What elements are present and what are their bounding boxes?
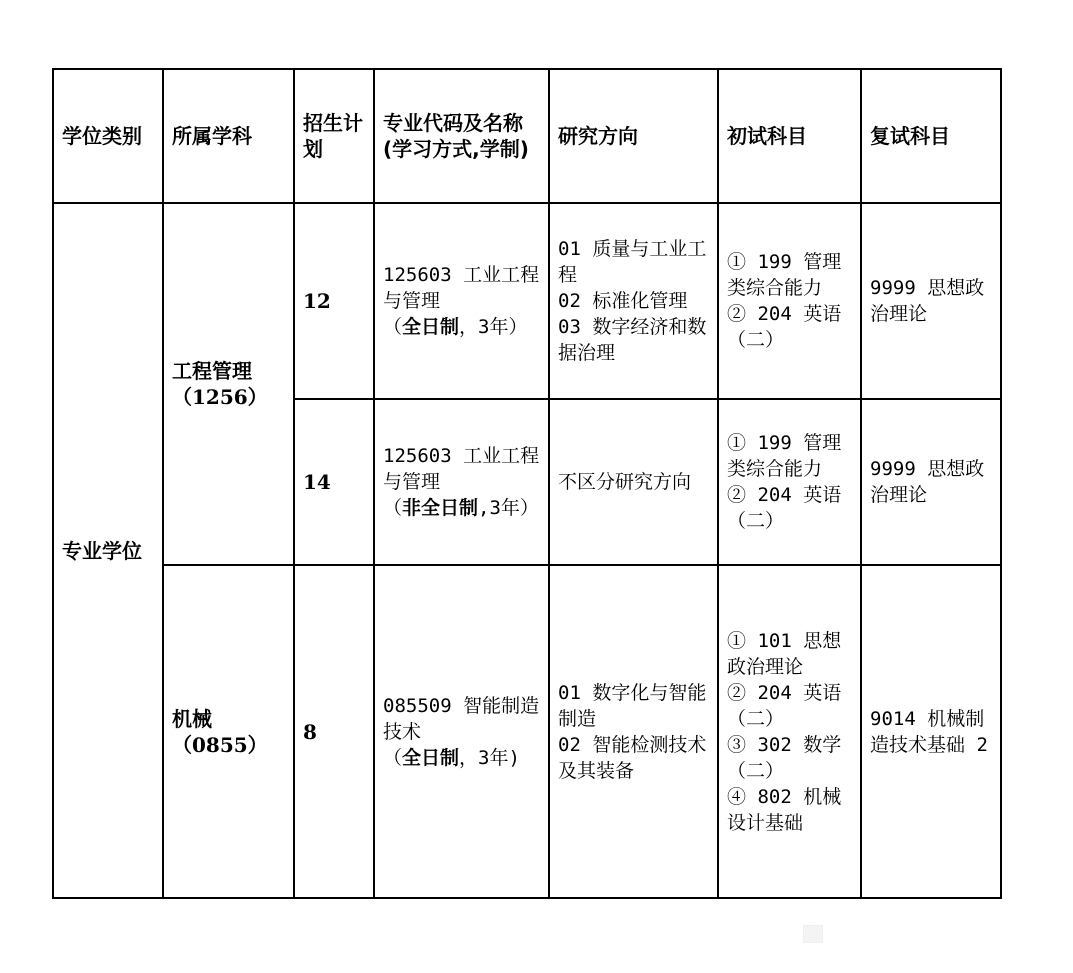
- plan-cell: 12: [294, 203, 374, 399]
- plan-cell: 8: [294, 565, 374, 898]
- header-major: 专业代码及名称 (学习方式,学制): [374, 69, 549, 203]
- initial-exam-cell: ① 199 管理类综合能力 ② 204 英语（二）: [718, 203, 861, 399]
- header-discipline: 所属学科: [163, 69, 294, 203]
- study-duration: ,3年）: [478, 497, 539, 519]
- header-degree-type: 学位类别: [53, 69, 163, 203]
- discipline-cell: 工程管理 （1256）: [163, 203, 294, 565]
- direction-cell: 01 数字化与智能制造 02 智能检测技术及其装备: [549, 565, 718, 898]
- study-mode: 全日制: [402, 316, 460, 338]
- study-mode: 全日制: [402, 746, 460, 769]
- retest-cell: 9999 思想政治理论: [861, 203, 1001, 399]
- header-plan: 招生计划: [294, 69, 374, 203]
- degree-type-cell: 专业学位: [53, 203, 163, 898]
- direction-cell: 不区分研究方向: [549, 399, 718, 565]
- discipline-cell: 机械 （0855）: [163, 565, 294, 898]
- major-cell: [374, 399, 549, 565]
- major-code-name: 125603 工业工程与管理 （: [383, 264, 540, 338]
- retest-cell: 9999 思想政治理论: [861, 399, 1001, 565]
- major-code-name: 085509 智能制造技术 （: [383, 694, 540, 769]
- admission-table: [52, 68, 1002, 899]
- plan-cell: 14: [294, 399, 374, 565]
- table-row: [53, 203, 1001, 399]
- major-cell: [374, 203, 549, 399]
- study-duration: ，3年）: [459, 316, 528, 338]
- major-cell: [374, 565, 549, 898]
- header-direction: 研究方向: [549, 69, 718, 203]
- header-retest: 复试科目: [861, 69, 1001, 203]
- watermark-mark: [803, 925, 823, 943]
- study-mode: 非全日制: [402, 497, 479, 519]
- retest-cell: 9014 机械制造技术基础 2: [861, 565, 1001, 898]
- direction-cell: 01 质量与工业工程 02 标准化管理 03 数字经济和数据治理: [549, 203, 718, 399]
- header-initial-exam: 初试科目: [718, 69, 861, 203]
- table-row: [53, 565, 1001, 898]
- initial-exam-cell: ① 101 思想政治理论 ② 204 英语（二） ③ 302 数学（二） ④ 802 机械设计基础: [718, 565, 861, 898]
- header-row: [53, 69, 1001, 203]
- study-duration: ，3年): [459, 746, 520, 769]
- major-code-name: 125603 工业工程与管理 （: [383, 445, 540, 519]
- initial-exam-cell: ① 199 管理类综合能力 ② 204 英语（二）: [718, 399, 861, 565]
